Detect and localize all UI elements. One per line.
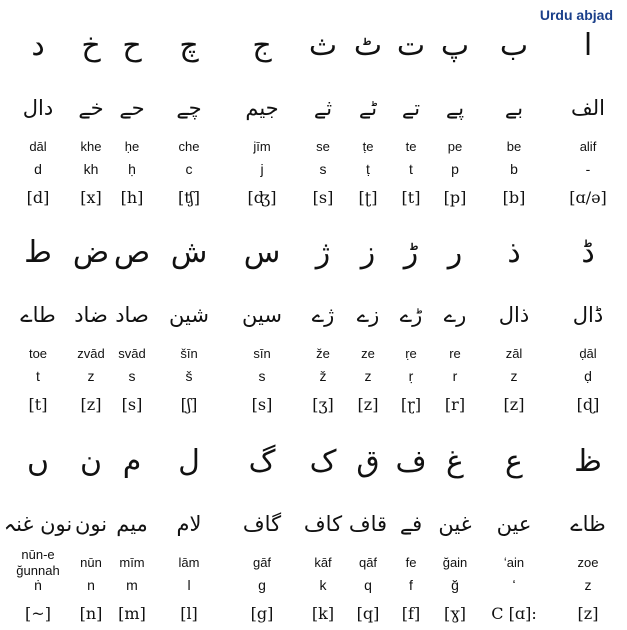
ipa-value: [z] <box>80 395 102 414</box>
transliteration: šīn <box>180 346 198 361</box>
urdu-letter: خ <box>81 28 101 63</box>
transliteration: fe <box>405 555 417 570</box>
romanization: ʻ <box>512 577 516 593</box>
transliteration: ṭe <box>362 139 374 154</box>
letter-name: نون غنہ <box>3 512 73 536</box>
letter-name: رے <box>443 303 467 327</box>
letter-name: ضاد <box>74 303 108 327</box>
romanization: s <box>258 368 266 384</box>
ipa-value: [s] <box>312 188 334 207</box>
romanization: n <box>87 577 95 593</box>
transliteration: zāl <box>505 346 523 361</box>
letter-name: سین <box>242 303 282 327</box>
letter-name: ڑے <box>399 303 423 327</box>
ipa-value: [ɽ] <box>400 395 422 414</box>
ipa-value: C [ɑ]: <box>491 604 537 623</box>
letter-name: قاف <box>348 512 388 536</box>
transliteration: zoe <box>577 555 599 570</box>
urdu-letter: ز <box>360 235 376 270</box>
ipa-value: [q] <box>356 604 380 623</box>
ipa-value: [z] <box>577 604 599 623</box>
romanization: ḍ <box>584 368 592 384</box>
ipa-value: [r] <box>444 395 466 414</box>
romanization: d <box>34 161 42 177</box>
letter-name: طاے <box>20 303 56 327</box>
ipa-value: [s] <box>251 395 273 414</box>
transliteration: se <box>316 139 330 154</box>
letter-name: ٹے <box>358 96 378 120</box>
romanization: ṭ <box>366 161 370 177</box>
romanization: q <box>364 577 372 593</box>
romanization: ṛ <box>408 368 414 384</box>
transliteration: ḥe <box>124 139 140 154</box>
romanization: t <box>409 161 413 177</box>
transliteration: kāf <box>314 555 332 570</box>
romanization: z <box>584 577 592 593</box>
transliteration: že <box>316 346 330 361</box>
romanization: z <box>510 368 518 384</box>
letter-name: ظاے <box>570 512 606 536</box>
urdu-letter: ف <box>395 444 427 479</box>
transliteration: lām <box>178 555 200 570</box>
urdu-letter: گ <box>248 444 276 479</box>
ipa-value: [n] <box>79 604 103 623</box>
romanization: ğ <box>451 577 459 593</box>
letter-name: میم <box>116 512 148 536</box>
transliteration: ğain <box>442 555 468 570</box>
urdu-letter: ژ <box>315 235 331 270</box>
romanization: l <box>187 577 191 593</box>
transliteration: gāf <box>252 555 272 570</box>
transliteration: ze <box>361 346 375 361</box>
letter-name: گاف <box>242 512 282 536</box>
ipa-value: [~] <box>25 604 51 623</box>
letter-name: چے <box>176 96 202 120</box>
transliteration: mīm <box>119 555 145 570</box>
urdu-letter: ذ <box>507 235 521 270</box>
letter-name: خے <box>78 96 104 120</box>
romanization: c <box>185 161 193 177</box>
transliteration: ṛe <box>405 346 417 361</box>
urdu-letter: ں <box>26 444 50 479</box>
romanization: j <box>260 161 264 177</box>
urdu-letter: ض <box>72 235 110 270</box>
transliteration: ḍāl <box>579 346 597 361</box>
transliteration: khe <box>80 139 102 154</box>
ipa-value: [l] <box>180 604 198 623</box>
ipa-value: [k] <box>311 604 335 623</box>
transliteration: sīn <box>253 346 271 361</box>
urdu-letter: د <box>31 28 45 63</box>
letter-name: حے <box>119 96 145 120</box>
ipa-value: [h] <box>120 188 144 207</box>
romanization: s <box>319 161 327 177</box>
romanization: kh <box>83 161 99 177</box>
romanization: s <box>128 368 136 384</box>
transliteration: pe <box>447 139 463 154</box>
urdu-letter: ث <box>308 28 338 63</box>
ipa-value: [f] <box>401 604 421 623</box>
romanization: t <box>36 368 40 384</box>
letter-name: ژے <box>311 303 335 327</box>
transliteration: svād <box>118 346 146 361</box>
letter-name: پے <box>445 96 465 120</box>
urdu-letter: ن <box>79 444 103 479</box>
romanization: f <box>409 577 413 593</box>
romanization: š <box>185 368 193 384</box>
transliteration: zvād <box>77 346 105 361</box>
letter-name: تے <box>401 96 421 120</box>
romanization: z <box>87 368 95 384</box>
letter-name: الف <box>571 96 605 120</box>
letter-name: غین <box>438 512 472 536</box>
letter-name: دال <box>22 96 54 120</box>
transliteration: re <box>449 346 461 361</box>
transliteration: alif <box>579 139 597 154</box>
ipa-value: [t] <box>401 188 421 207</box>
urdu-letter: ج <box>252 28 272 63</box>
letter-name: جیم <box>245 96 279 120</box>
urdu-letter: ڈ <box>581 235 595 270</box>
letter-name: شین <box>169 303 209 327</box>
romanization: k <box>319 577 327 593</box>
letter-name: ذال <box>498 303 530 327</box>
urdu-letter: ص <box>113 235 151 270</box>
romanization: ž <box>319 368 327 384</box>
ipa-value: [m] <box>118 604 146 623</box>
ipa-value: [t] <box>28 395 48 414</box>
letter-name: نون <box>74 512 108 536</box>
urdu-letter: غ <box>446 444 464 479</box>
ipa-value: [ʈ] <box>358 188 378 207</box>
romanization: - <box>585 161 591 177</box>
transliteration: nūn <box>80 555 102 570</box>
ipa-value: [ʃ] <box>180 395 198 414</box>
urdu-letter: ح <box>122 28 142 63</box>
letter-name: صاد <box>115 303 149 327</box>
transliteration: nūn-e ğunnah <box>16 547 60 578</box>
romanization: g <box>258 577 266 593</box>
romanization: ḥ <box>128 161 136 177</box>
urdu-letter: ق <box>356 444 380 479</box>
ipa-value: [ɖ] <box>576 395 600 414</box>
ipa-value: [g] <box>250 604 274 623</box>
ipa-value: [d] <box>26 188 50 207</box>
ipa-value: [p] <box>443 188 467 207</box>
urdu-letter: ک <box>309 444 337 479</box>
urdu-letter: ٹ <box>353 28 383 63</box>
urdu-letter: م <box>122 444 142 479</box>
romanization: r <box>452 368 458 384</box>
romanization: ṅ <box>34 577 42 593</box>
urdu-letter: ش <box>170 235 208 270</box>
ipa-value: [ɣ] <box>443 604 467 623</box>
urdu-letter: ا <box>583 28 593 63</box>
letter-name: کاف <box>303 512 343 536</box>
transliteration: be <box>506 139 522 154</box>
romanization: m <box>126 577 138 593</box>
urdu-letter: پ <box>440 28 470 63</box>
ipa-value: [b] <box>502 188 526 207</box>
urdu-letter: ظ <box>574 444 602 479</box>
transliteration: te <box>405 139 417 154</box>
letter-name: لام <box>176 512 202 536</box>
transliteration: jīm <box>253 139 271 154</box>
transliteration: dāl <box>29 139 47 154</box>
letter-name: زے <box>356 303 380 327</box>
letter-name: فے <box>399 512 423 536</box>
romanization: b <box>510 161 518 177</box>
letter-name: بے <box>504 96 524 120</box>
urdu-letter: س <box>243 235 281 270</box>
urdu-letter: ل <box>178 444 200 479</box>
ipa-value: [z] <box>357 395 379 414</box>
romanization: z <box>364 368 372 384</box>
ipa-value: [ʤ] <box>247 188 277 207</box>
page-title: Urdu abjad <box>539 7 613 23</box>
transliteration: qāf <box>358 555 378 570</box>
ipa-value: [s] <box>121 395 143 414</box>
romanization: p <box>451 161 459 177</box>
urdu-letter: ڑ <box>403 235 419 270</box>
transliteration: che <box>178 139 200 154</box>
ipa-value: [z] <box>503 395 525 414</box>
urdu-letter: چ <box>179 28 199 63</box>
letter-name: ثے <box>313 96 333 120</box>
urdu-letter: ع <box>505 444 523 479</box>
urdu-letter: ر <box>447 235 463 270</box>
ipa-value: [x] <box>80 188 102 207</box>
ipa-value: [ʒ] <box>312 395 334 414</box>
transliteration: ʻain <box>503 555 525 570</box>
letter-name: ڈال <box>572 303 604 327</box>
urdu-letter: ت <box>396 28 426 63</box>
ipa-value: [ʧ] <box>177 188 201 207</box>
letter-name: عین <box>496 512 532 536</box>
transliteration: toe <box>28 346 48 361</box>
urdu-letter: ب <box>499 28 529 63</box>
ipa-value: [ɑ/ə] <box>569 188 607 207</box>
urdu-letter: ط <box>24 235 52 270</box>
